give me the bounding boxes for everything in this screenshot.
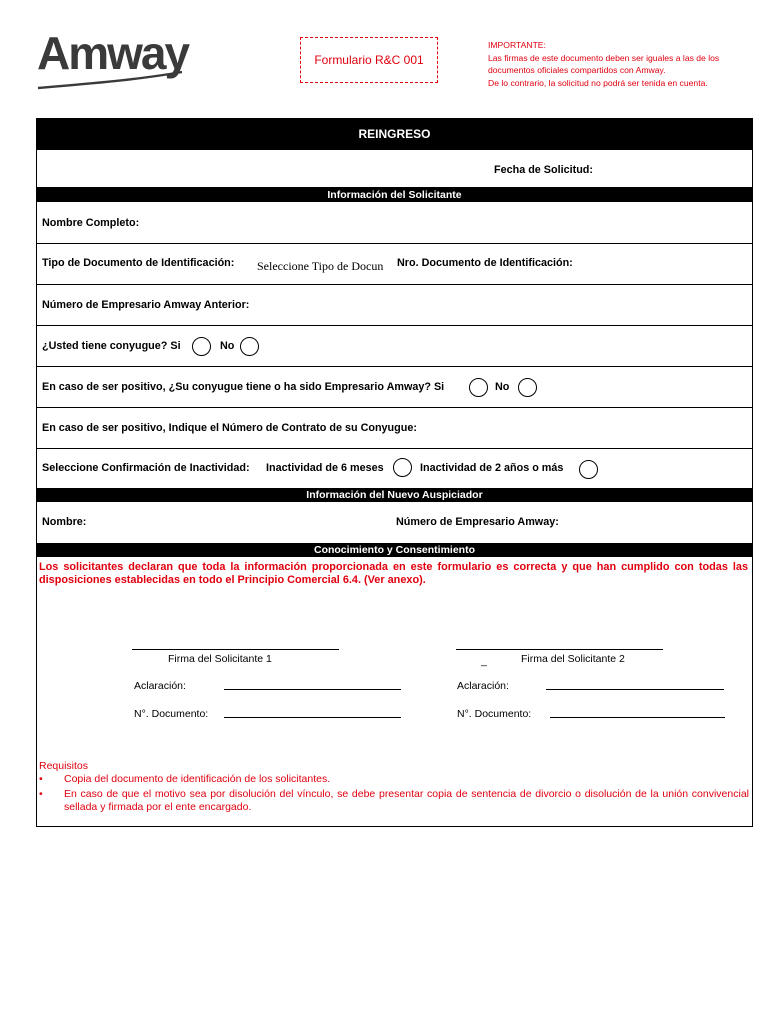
num-empresario-label: Número de Empresario Amway Anterior:: [42, 299, 250, 311]
conyuge-si-radio[interactable]: [192, 337, 211, 356]
form-title: REINGRESO: [37, 119, 752, 150]
bullet-icon: •: [39, 773, 43, 785]
conyuge-empresario-si-radio[interactable]: [469, 378, 488, 397]
requisito-item: [39, 788, 749, 816]
nro-documento-label: Nro. Documento de Identificación:: [397, 257, 573, 269]
section-sponsor: Información del Nuevo Auspiciador: [37, 488, 752, 502]
aclaracion-2-field[interactable]: [546, 689, 724, 690]
requisitos-title: Requisitos: [39, 760, 89, 772]
conyuge-no-label: No: [220, 340, 235, 352]
sponsor-row: [37, 502, 752, 543]
inactividad-2a-radio[interactable]: [579, 460, 598, 479]
contrato-conyuge-label: En caso de ser positivo, Indique el Número de Contrato de su Conyugue:: [42, 422, 417, 434]
conyuge-empresario-no-radio[interactable]: [518, 378, 537, 397]
conyuge-no-radio[interactable]: [240, 337, 259, 356]
documento-2-label: N°. Documento:: [457, 708, 532, 720]
num-empresario-row[interactable]: [37, 285, 752, 326]
sponsor-numero-label: Número de Empresario Amway:: [396, 516, 559, 528]
signature-line-2[interactable]: [456, 649, 663, 650]
requisito-text: En caso de que el motivo sea por disolución del vínculo, se debe presentar copia de sentencia de divorcio o disolución de la unión convivencial sellada y firmada por el ente encargado.: [64, 788, 749, 813]
inactividad-label: Seleccione Confirmación de Inactividad:: [42, 462, 250, 474]
sponsor-nombre-label: Nombre:: [42, 516, 87, 528]
form-code: Formulario R&C 001: [314, 53, 424, 67]
requisito-text: Copia del documento de identificación de los solicitantes.: [64, 773, 331, 785]
documento-1-label: N°. Documento:: [134, 708, 209, 720]
conyuge-row: [37, 326, 752, 367]
section-applicant: Información del Solicitante: [37, 188, 752, 202]
documento-2-field[interactable]: [550, 717, 725, 718]
contrato-conyuge-row[interactable]: [37, 408, 752, 449]
fecha-label: Fecha de Solicitud:: [494, 164, 593, 176]
inactividad-row: [37, 449, 752, 488]
conyuge-label: ¿Usted tiene conyugue? Si: [42, 340, 181, 352]
amway-logo: Amway: [37, 27, 189, 79]
notice-line: Las firmas de este documento deben ser iguales a las de los: [488, 52, 720, 63]
firma-2-label: Firma del Solicitante 2: [521, 653, 625, 665]
bullet-icon: •: [39, 788, 43, 800]
notice-title: IMPORTANTE:: [488, 40, 546, 50]
firma-1-label: Firma del Solicitante 1: [168, 653, 272, 665]
aclaracion-1-label: Aclaración:: [134, 680, 186, 692]
consent-text: Los solicitantes declaran que toda la información proporcionada en este formulario es correcta y que han cumplido con todas las disposiciones establecidas en todo el Principio Comercial 6.4. (Ver anexo).: [39, 561, 748, 586]
signature-line-1[interactable]: [132, 649, 339, 650]
section-consent: Conocimiento y Consentimiento: [37, 543, 752, 557]
requisito-item: [39, 773, 749, 786]
fecha-row: [37, 150, 752, 188]
nombre-completo-row[interactable]: [37, 202, 752, 244]
notice-line: documentos oficiales compartidos con Amway.: [488, 65, 666, 76]
underscore-mark: _: [481, 655, 487, 667]
notice-line: De lo contrario, la solicitud no podrá ser tenida en cuenta.: [488, 77, 708, 88]
conyuge-empresario-row: [37, 367, 752, 408]
documento-1-field[interactable]: [224, 717, 401, 718]
tipo-documento-row: [37, 244, 752, 285]
inactividad-6m-radio[interactable]: [393, 458, 412, 477]
tipo-documento-label: Tipo de Documento de Identificación:: [42, 257, 235, 269]
logo-swoosh-icon: [36, 70, 186, 92]
tipo-documento-select[interactable]: Seleccione Tipo de Docun: [257, 259, 384, 273]
form-code-box: [300, 37, 438, 83]
important-notice: [488, 39, 748, 89]
inactividad-6m-label: Inactividad de 6 meses: [266, 462, 384, 474]
inactividad-2a-label: Inactividad de 2 años o más: [420, 462, 564, 474]
conyuge-empresario-no-label: No: [495, 381, 510, 393]
aclaracion-1-field[interactable]: [224, 689, 401, 690]
aclaracion-2-label: Aclaración:: [457, 680, 509, 692]
conyuge-empresario-label: En caso de ser positivo, ¿Su conyugue tiene o ha sido Empresario Amway? Si: [42, 381, 445, 393]
nombre-completo-label: Nombre Completo:: [42, 217, 140, 229]
reingreso-form: [36, 118, 753, 827]
